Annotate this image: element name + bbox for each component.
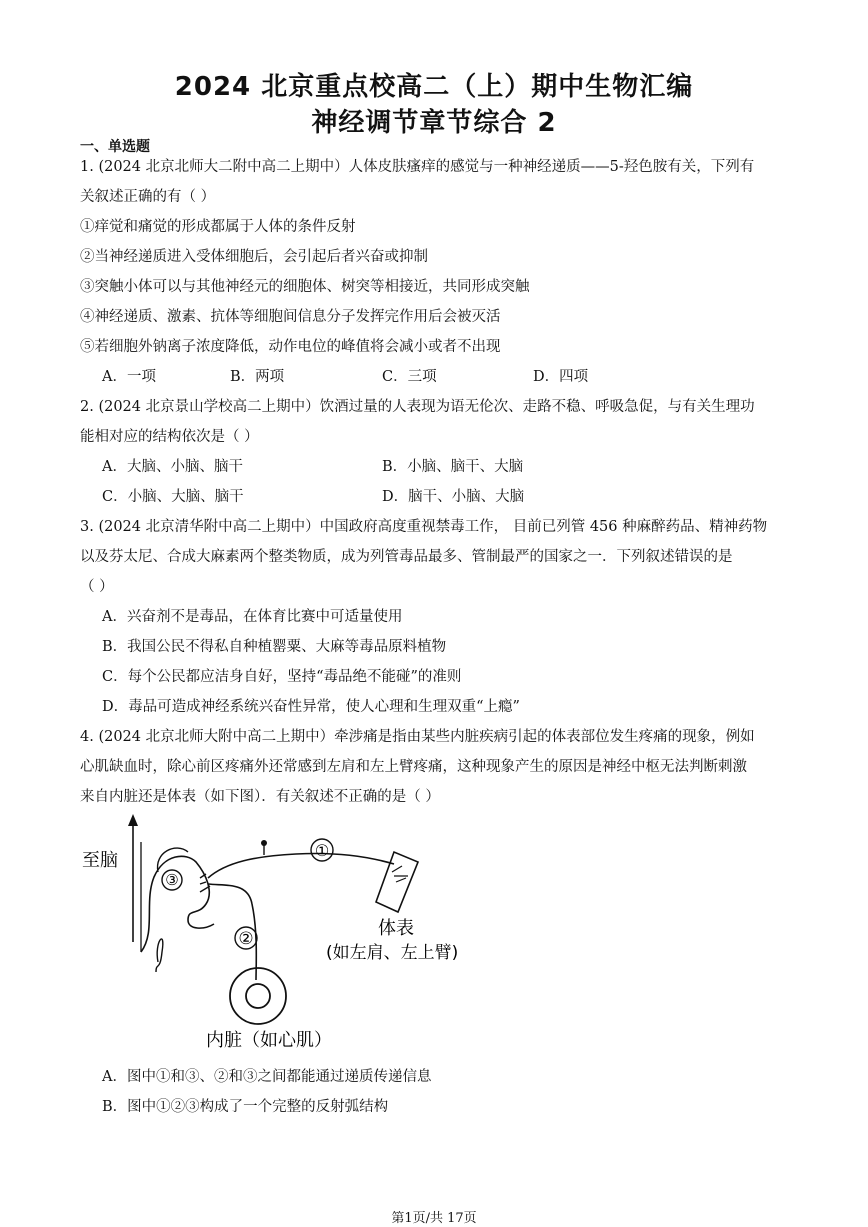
q2-option-d[interactable]: D．脑干、小脑、大脑 bbox=[382, 489, 525, 505]
q1-item: ⑤若细胞外钠离子浓度降低，动作电位的峰值将会减小或者不出现 bbox=[80, 339, 501, 355]
q2-option-b[interactable]: B．小脑、脑干、大脑 bbox=[382, 459, 524, 475]
q1-option-d[interactable]: D．四项 bbox=[533, 369, 589, 385]
q3-stem-line2: 以及芬太尼、合成大麻素两个整类物质，成为列管毒品最多、管制最严的国家之一．下列叙述错误的是 bbox=[80, 549, 733, 565]
label-2: ② bbox=[238, 929, 254, 949]
q2-stem-line1: 2. (2024 北京景山学校高二上期中）饮酒过量的人表现为语无伦次、走路不稳、呼吸急促，与有关生理功 bbox=[80, 399, 755, 415]
q1-item: ②当神经递质进入受体细胞后，会引起后者兴奋或抑制 bbox=[80, 249, 428, 265]
q2-stem-line2: 能相对应的结构依次是（ ） bbox=[80, 429, 259, 445]
label-organ: 内脏（如心肌） bbox=[206, 1030, 332, 1051]
q4-option-a[interactable]: A．图中①和③、②和③之间都能通过递质传递信息 bbox=[102, 1069, 432, 1085]
q1-option-b[interactable]: B．两项 bbox=[230, 369, 285, 385]
q1-item: ③突触小体可以与其他神经元的细胞体、树突等相接近，共同形成突触 bbox=[80, 279, 530, 295]
q4-stem-line2: 心肌缺血时，除心前区疼痛外还常感到左肩和左上臂疼痛，这种现象产生的原因是神经中枢无法判断刺激 bbox=[80, 759, 747, 775]
page-subtitle: 神经调节章节综合 2 bbox=[311, 108, 557, 138]
q4-stem-line3: 来自内脏还是体表（如下图）．有关叙述不正确的是（ ） bbox=[80, 789, 440, 805]
q3-option-c[interactable]: C．每个公民都应洁身自好，坚持“毒品绝不能碰”的准则 bbox=[102, 669, 462, 685]
q1-item: ④神经递质、激素、抗体等细胞间信息分子发挥完作用后会被灭活 bbox=[80, 309, 501, 325]
label-3: ③ bbox=[165, 871, 179, 889]
q1-stem-line1: 1. (2024 北京北师大二附中高二上期中）人体皮肤瘙痒的感觉与一种神经递质——5-羟色胺有关，下列有 bbox=[80, 159, 755, 175]
q4-option-b[interactable]: B．图中①②③构成了一个完整的反射弧结构 bbox=[102, 1099, 389, 1115]
q2-option-c[interactable]: C．小脑、大脑、脑干 bbox=[102, 489, 244, 505]
q3-option-d[interactable]: D．毒品可造成神经系统兴奋性异常，使人心理和生理双重“上瘾” bbox=[102, 699, 520, 715]
q3-option-b[interactable]: B．我国公民不得私自种植罂粟、大麻等毒品原料植物 bbox=[102, 639, 447, 655]
q4-stem-line1: 4. (2024 北京北师大附中高二上期中）牵涉痛是指由某些内脏疾病引起的体表部位发生疼痛的现象，例如 bbox=[80, 729, 755, 745]
q1-option-c[interactable]: C．三项 bbox=[382, 369, 437, 385]
q1-stem-line2: 关叙述正确的有（ ） bbox=[80, 189, 216, 205]
label-surface: 体表 bbox=[378, 918, 414, 939]
organ-inner bbox=[246, 984, 270, 1008]
page-title: 2024 北京重点校高二（上）期中生物汇编 bbox=[174, 72, 694, 102]
page-footer: 第1页/共 17页 bbox=[391, 1211, 477, 1226]
afferent-fiber-1 bbox=[208, 853, 394, 878]
q3-stem-line3: （ ） bbox=[80, 579, 114, 595]
q1-option-a[interactable]: A．一项 bbox=[102, 369, 156, 385]
label-surface-note: (如左肩、左上臂) bbox=[326, 943, 459, 963]
q2-option-a[interactable]: A．大脑、小脑、脑干 bbox=[102, 459, 243, 475]
label-1: ① bbox=[314, 841, 330, 860]
ascending-arrow bbox=[128, 814, 141, 952]
organ-outer bbox=[230, 968, 286, 1024]
q3-stem-line1: 3. (2024 北京清华附中高二上期中）中国政府高度重视禁毒工作， 目前已列管 456 种麻醉药品、精神药物 bbox=[80, 519, 768, 535]
section-label: 一、单选题 bbox=[80, 139, 150, 155]
q1-item: ①痒觉和痛觉的形成都属于人体的条件反射 bbox=[80, 219, 356, 235]
referred-pain-diagram bbox=[76, 812, 496, 1057]
q3-option-a[interactable]: A．兴奋剂不是毒品，在体育比赛中可适量使用 bbox=[102, 609, 403, 625]
label-brain: 至脑 bbox=[82, 850, 118, 871]
